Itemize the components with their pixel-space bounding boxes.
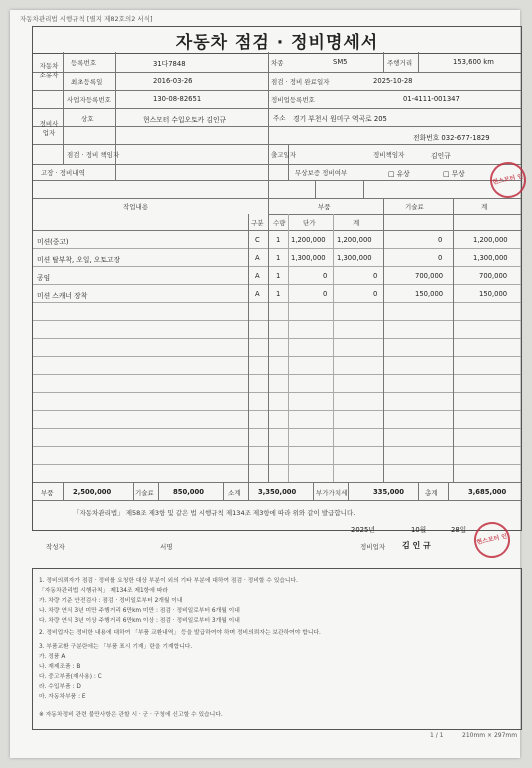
vehicle-type-value: SM5 <box>333 58 348 66</box>
parts-total-value: 2,500,000 <box>73 488 112 496</box>
row-item: 미션(중고) <box>37 238 69 246</box>
col-line <box>363 180 364 198</box>
row-line <box>33 108 521 109</box>
author-sign-label: 서명 <box>160 543 173 551</box>
service-statement-document <box>10 10 524 758</box>
col-line <box>333 214 334 482</box>
note-line: 「자동차관리법 시행규칙」 제134조 제1항에 따라 <box>39 588 168 594</box>
labor-header: 기술료 <box>405 203 424 211</box>
parts-header: 부품 <box>318 203 331 211</box>
note-line: 가. 정품 A <box>39 654 66 660</box>
sign-month: 10월 <box>411 526 427 534</box>
grand-total-label: 총계 <box>425 489 438 497</box>
shop-name-label: 상호 <box>81 115 94 123</box>
col-line <box>223 482 224 500</box>
row-line <box>33 500 521 501</box>
row-line <box>33 356 521 357</box>
row-total: 1,200,000 <box>473 236 508 244</box>
row-qty: 1 <box>276 236 281 244</box>
col-line <box>315 180 316 198</box>
permit-label: 정비업등록번호 <box>271 96 315 104</box>
row-line <box>33 90 521 91</box>
permit-value: 01-4111-001347 <box>403 95 460 103</box>
row-line <box>33 374 521 375</box>
row-line <box>33 446 521 447</box>
row-labor: 150,000 <box>415 290 444 298</box>
row-qty: 1 <box>276 272 281 280</box>
row-line <box>33 180 521 181</box>
shop-sign-label: 정비업자 <box>360 543 386 551</box>
mileage-value: 153,600 km <box>453 58 494 66</box>
row-line <box>33 320 521 321</box>
shop-phone: 전화번호 032-677-1829 <box>413 134 490 142</box>
document-title: 자동차 점검 · 정비명세서 <box>175 32 379 53</box>
row-total: 150,000 <box>479 290 508 298</box>
col-line <box>133 482 134 500</box>
total-header: 계 <box>481 203 488 211</box>
col-line <box>348 482 349 500</box>
first-reg-label: 최초등록일 <box>71 78 103 86</box>
first-reg-value: 2016-03-26 <box>153 77 193 85</box>
col-line <box>448 482 449 500</box>
row-line <box>33 410 521 411</box>
biz-no-value: 130-08-82651 <box>153 95 202 103</box>
reg-no-label: 등록번호 <box>71 59 97 67</box>
notes-box <box>32 568 522 730</box>
row-class: A <box>255 272 260 280</box>
shop-sign-name: 김 인 규 <box>402 541 431 550</box>
tax-label: 부가가치세 <box>316 489 348 497</box>
col-line <box>63 52 64 164</box>
row-sum: 1,300,000 <box>337 254 372 262</box>
col-line <box>383 52 384 72</box>
row-sum: 0 <box>373 272 378 280</box>
col-line <box>268 52 269 198</box>
row-class: A <box>255 290 260 298</box>
address-label: 주소 <box>273 114 286 122</box>
note-line: 다. 중고부품(재사용) : C <box>39 674 102 680</box>
warranty-label: 무상보증 정비여부 <box>295 169 348 177</box>
row-line <box>268 214 521 215</box>
release-date-label: 출고일자 <box>271 151 297 159</box>
shop-group-label: 정비사업자 <box>39 120 59 137</box>
row-sum: 0 <box>373 290 378 298</box>
row-item: 미션 스캐너 장착 <box>37 292 88 300</box>
sub-header-unit: 단가 <box>303 219 316 227</box>
note-line: 나. 재제조품 : B <box>39 664 81 670</box>
row-unit: 0 <box>323 272 328 280</box>
defect-label: 고장 · 정비내역 <box>41 169 85 177</box>
col-line <box>158 482 159 500</box>
note-line: 라. 수입부품 : D <box>39 684 81 690</box>
grand-total-value: 3,685,000 <box>468 488 507 496</box>
page-number: 1 / 1 <box>430 732 444 739</box>
row-line <box>33 126 521 127</box>
row-line <box>33 72 521 73</box>
row-line <box>33 338 521 339</box>
col-line <box>383 198 384 482</box>
col-line <box>248 482 249 500</box>
row-item: 공임 <box>37 274 51 282</box>
row-class: A <box>255 254 260 262</box>
row-line <box>33 284 521 285</box>
note-line: 마. 자동차부품 : E <box>39 694 86 700</box>
warranty-paid-option: □ 유상 <box>388 170 410 178</box>
service-date-label: 점검 · 정비 완료일자 <box>271 78 330 86</box>
checker-label: 정비책임자 <box>373 151 405 159</box>
col-line <box>248 214 249 482</box>
row-line <box>33 144 521 145</box>
subtotal-label: 소계 <box>228 489 241 497</box>
main-form-grid <box>32 52 522 534</box>
note-line: 가. 차량 기준 안전검사 : 점검 · 정비일로부터 2개월 이내 <box>39 598 183 604</box>
issue-statement: 「자동차관리법」 제58조 제3항 및 같은 법 시행규칙 제134조 제3항에 따라 위와 같이 발급합니다. <box>73 509 356 517</box>
row-labor: 0 <box>438 236 443 244</box>
author-label: 작성자 <box>46 543 65 551</box>
row-line <box>33 198 521 199</box>
warranty-free-option: □ 무상 <box>443 170 465 178</box>
sub-header-qty: 수량 <box>273 219 286 227</box>
item-header: 작업내용 <box>123 203 149 211</box>
sign-year: 2025년 <box>351 526 375 534</box>
row-qty: 1 <box>276 254 281 262</box>
col-line <box>268 198 269 482</box>
checker-value: 김인규 <box>431 152 451 160</box>
paper-size: 210mm × 297mm <box>462 732 518 739</box>
labor-total-label: 기술료 <box>135 489 154 497</box>
form-note: 자동차관리법 시행규칙 [별지 제82호의2 서식] <box>20 15 153 23</box>
inspector-label: 점검 · 정비 책임자 <box>67 151 120 159</box>
row-total: 700,000 <box>479 272 508 280</box>
col-line <box>453 198 454 482</box>
shop-name-value: 현스모터 수입오토카 김인규 <box>143 116 227 124</box>
labor-total-value: 850,000 <box>173 488 204 496</box>
row-unit: 0 <box>323 290 328 298</box>
col-line <box>418 52 419 72</box>
reg-no-value: 31다7848 <box>153 60 186 68</box>
row-class: C <box>255 236 260 244</box>
service-date-value: 2025-10-28 <box>373 77 413 85</box>
biz-no-label: 사업자등록번호 <box>67 96 111 104</box>
col-line <box>115 52 116 180</box>
col-line <box>63 482 64 500</box>
row-item: 미션 탈부착, 오일, 오토고장 <box>37 256 121 264</box>
row-unit: 1,200,000 <box>291 236 326 244</box>
row-labor: 700,000 <box>415 272 444 280</box>
row-line <box>33 266 521 267</box>
row-line <box>33 248 521 249</box>
owner-group-label: 자동차 소유자 <box>39 62 59 79</box>
row-line <box>33 392 521 393</box>
row-line <box>33 230 521 231</box>
note-line: ※ 자동차정비 관련 불만사항은 관할 시 · 군 · 구청에 신고할 수 있습니다. <box>39 712 223 718</box>
sub-header-sum: 계 <box>353 219 360 227</box>
col-line <box>418 482 419 500</box>
sign-day: 28일 <box>451 526 467 534</box>
row-unit: 1,300,000 <box>291 254 326 262</box>
row-line <box>33 428 521 429</box>
row-labor: 0 <box>438 254 443 262</box>
subtotal-value: 3,350,000 <box>258 488 297 496</box>
row-total: 1,300,000 <box>473 254 508 262</box>
mileage-label: 주행거리 <box>387 59 413 67</box>
parts-total-label: 부품 <box>41 489 54 497</box>
row-line <box>33 164 521 165</box>
note-line: 3. 부품교환 구분란에는 「부품 표시 기재」란을 기재합니다. <box>39 644 193 650</box>
row-line <box>33 464 521 465</box>
vehicle-type-label: 차종 <box>271 59 284 67</box>
company-seal-stamp: 현스모터 인 <box>487 159 530 202</box>
col-line <box>288 214 289 482</box>
address-value: 경기 부천시 원미구 역곡로 205 <box>293 115 387 123</box>
note-line: 2. 정비업자는 정비한 내용에 대하여 「부품 교환내역」 등을 발급하여야 하며 정비의뢰자는 보관하여야 합니다. <box>39 630 321 636</box>
note-line: 다. 차량 연식 3년 이상 주행거리 6만km 이상 : 점검 · 정비일로부터 3개월 이내 <box>39 618 240 624</box>
tax-value: 335,000 <box>373 488 404 496</box>
sub-header-class: 구분 <box>251 219 264 227</box>
row-qty: 1 <box>276 290 281 298</box>
row-sum: 1,200,000 <box>337 236 372 244</box>
row-line <box>33 302 521 303</box>
signature-seal-stamp: 현스모터 인 <box>471 519 514 562</box>
title-box <box>32 26 522 54</box>
note-line: 1. 정비의뢰자가 점검 · 정비를 요청한 대상 부분이 외의 기타 부분에 대하여 점검 · 정비할 수 있습니다. <box>39 578 298 584</box>
col-line <box>313 482 314 500</box>
note-line: 나. 차량 연식 3년 미만 주행거리 6만km 미만 : 점검 · 정비일로부터 6개월 이내 <box>39 608 240 614</box>
